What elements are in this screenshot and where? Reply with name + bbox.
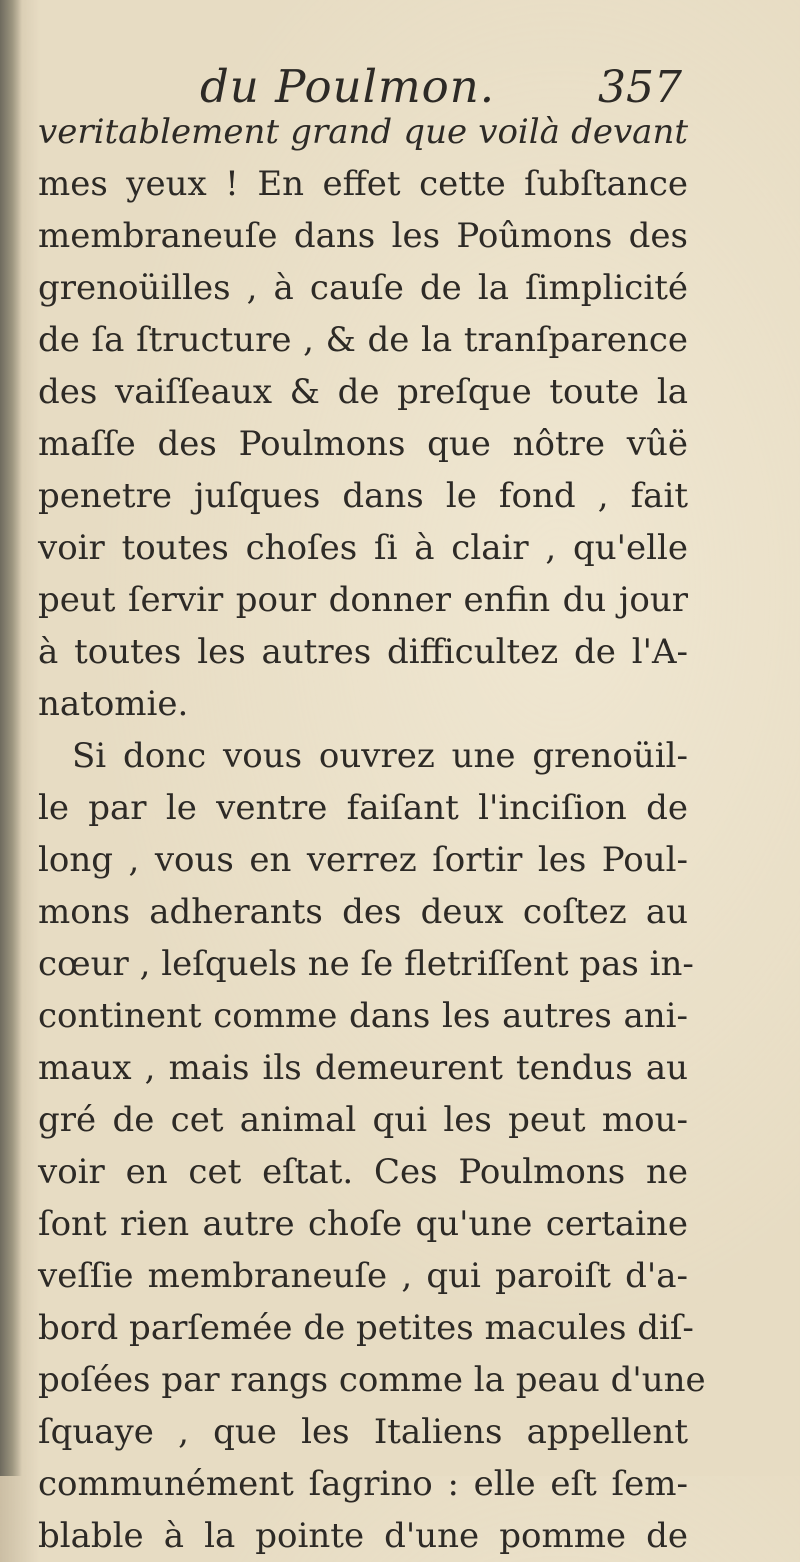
text-line: Si donc vous ouvrez une grenoüil-: [72, 736, 688, 776]
text-line: voir toutes choſes ſi à clair , qu'elle: [38, 528, 688, 568]
text-line: communément ſagrino : elle eſt ſem-: [38, 1464, 688, 1504]
text-line: maux , mais ils demeurent tendus au: [38, 1048, 688, 1088]
text-line: continent comme dans les autres ani-: [38, 996, 688, 1036]
text-line: penetre juſques dans le fond , fait: [38, 476, 688, 516]
text-line: natomie.: [38, 684, 189, 724]
text-line: bord parſemée de petites macules diſ-: [38, 1308, 694, 1348]
text-line: le par le ventre faiſant l'inciſion de: [38, 788, 688, 828]
text-line: à toutes les autres difficultez de l'A-: [38, 632, 688, 672]
page-number: 357: [598, 62, 682, 113]
text-line: gré de cet animal qui les peut mou-: [38, 1100, 688, 1140]
text-line: peut ſervir pour donner enfin du jour: [38, 580, 688, 620]
text-line: blable à la pointe d'une pomme de: [38, 1516, 688, 1556]
text-line: cœur , leſquels ne ſe fletriſſent pas in-: [38, 944, 694, 984]
text-line: poſées par rangs comme la peau d'une: [38, 1360, 706, 1400]
text-line: veritablement grand que voilà devant: [38, 112, 688, 152]
text-line: veſſie membraneuſe , qui paroiſt d'a-: [38, 1256, 688, 1296]
text-line: voir en cet eſtat. Ces Poulmons ne: [38, 1152, 688, 1192]
text-line: de ſa ſtructure , & de la tranſparence: [38, 320, 688, 360]
text-line: long , vous en verrez ſortir les Poul-: [38, 840, 688, 880]
text-line: mes yeux ! En effet cette ſubſtance: [38, 164, 688, 204]
text-line: ſont rien autre choſe qu'une certaine: [38, 1204, 688, 1244]
text-line: mons adherants des deux coſtez au: [38, 892, 688, 932]
body-text: [38, 106, 706, 1562]
text-line: grenoüilles , à cauſe de la ſimplicité: [38, 268, 688, 308]
text-line: ſquaye , que les Italiens appellent: [38, 1412, 688, 1452]
text-line: membraneuſe dans les Poûmons des: [38, 216, 688, 256]
running-title: du Poulmon.: [200, 60, 496, 113]
text-line: des vaiſſeaux & de preſque toute la: [38, 372, 688, 412]
text-line: maſſe des Poulmons que nôtre vûë: [38, 424, 688, 464]
